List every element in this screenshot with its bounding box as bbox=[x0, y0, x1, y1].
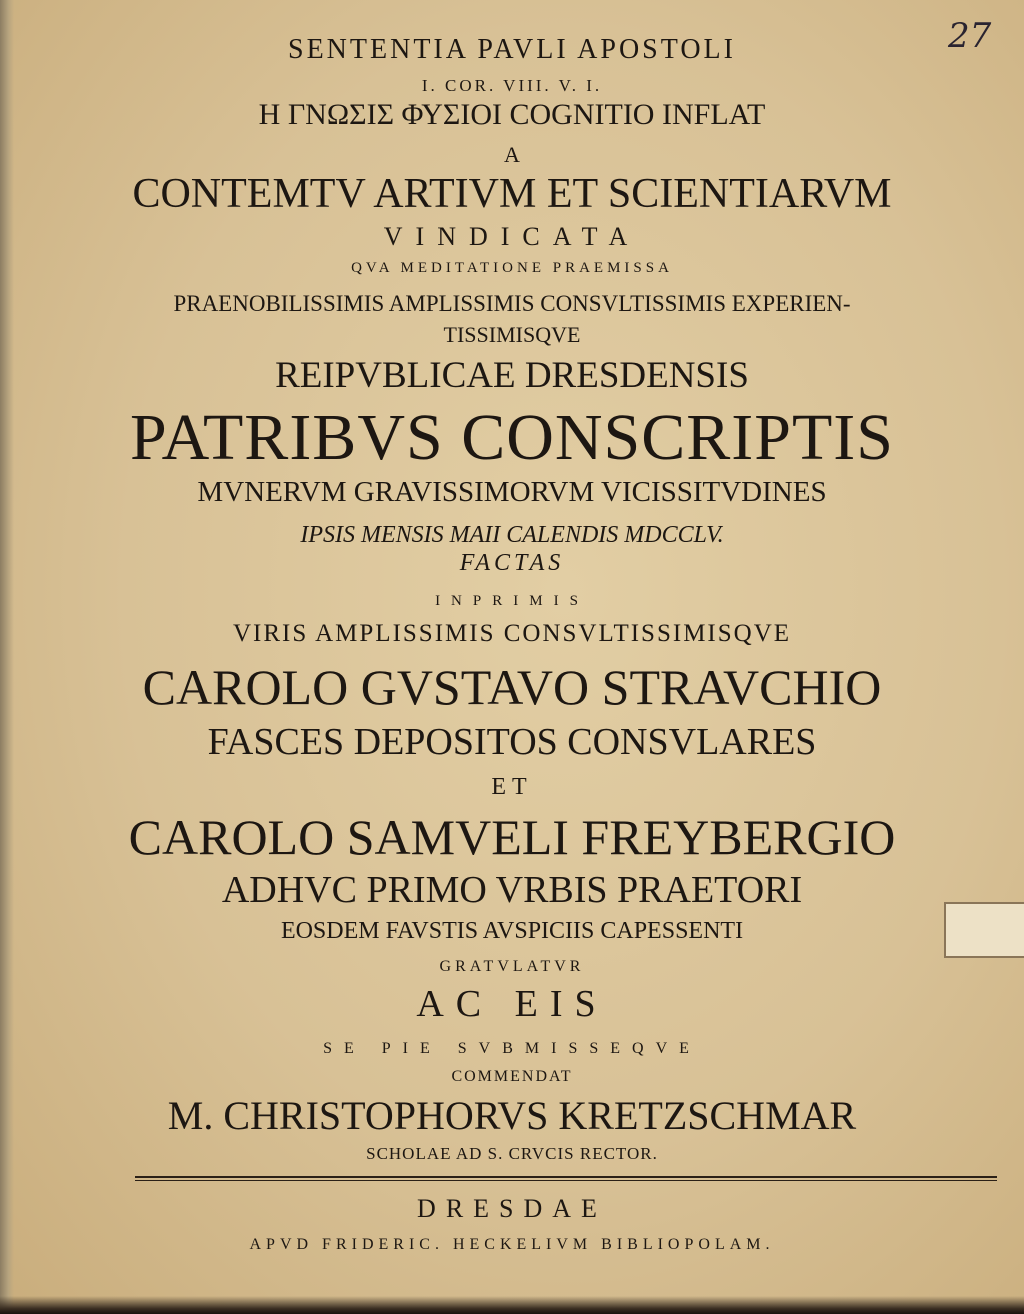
ac-eis-line: AC EIS bbox=[416, 983, 608, 1025]
dresdae-line: DRESDAE bbox=[417, 1194, 607, 1223]
viris-line: VIRIS AMPLISSIMIS CONSVLTISSIMISQVE bbox=[232, 620, 792, 647]
line-a: A bbox=[504, 142, 520, 167]
praenobilissimis-line: PRAENOBILISSIMIS AMPLISSIMIS CONSVLTISSIMIS EXPERIEN- bbox=[173, 291, 851, 316]
adhvc-line: ADHVC PRIMO VRBIS PRAETORI bbox=[221, 869, 803, 911]
fasces-line: FASCES DEPOSITOS CONSVLARES bbox=[207, 721, 817, 763]
carolo-gvstavo-line: CAROLO GVSTAVO STRAVCHIO bbox=[142, 659, 882, 715]
author-line: M. CHRISTOPHORVS KRETZSCHMAR bbox=[167, 1093, 857, 1138]
factas-line: FACTAS bbox=[459, 550, 565, 576]
patribvs-line: PATRIBVS CONSCRIPTIS bbox=[130, 401, 894, 474]
carolo-samveli-line: CAROLO SAMVELI FREYBERGIO bbox=[128, 809, 896, 865]
tissimisqve-line: TISSIMISQVE bbox=[443, 322, 581, 347]
vindicata-line: VINDICATA bbox=[383, 222, 641, 251]
rector-line: SCHOLAE AD S. CRVCIS RECTOR. bbox=[366, 1144, 658, 1163]
eosdem-line: EOSDEM FAVSTIS AVSPICIIS CAPESSENTI bbox=[280, 918, 744, 944]
commendat-line: COMMENDAT bbox=[451, 1068, 573, 1085]
reipvblicae-line: REIPVBLICAE DRESDENSIS bbox=[275, 355, 749, 396]
folio-number: 27 bbox=[948, 16, 992, 56]
meditatione-line: QVA MEDITATIONE PRAEMISSA bbox=[351, 260, 673, 276]
double-rule-divider bbox=[135, 1176, 997, 1181]
ipsis-mensis-line: IPSIS MENSIS MAII CALENDIS MDCCLV. bbox=[300, 522, 724, 548]
title-line-1: SENTENTIA PAVLI APOSTOLI bbox=[288, 34, 736, 65]
et-line: ET bbox=[491, 774, 533, 800]
page-bottom-shadow bbox=[0, 1296, 1024, 1314]
main-title-line: CONTEMTV ARTIVM ET SCIENTIARVM bbox=[132, 171, 892, 217]
se-pie-line: SE PIE SVBMISSEQVE bbox=[323, 1040, 701, 1057]
imprint-line: APVD FRIDERIC. HECKELIVM BIBLIOPOLAM. bbox=[249, 1236, 775, 1253]
reference-line: I. COR. VIII. V. I. bbox=[421, 76, 603, 95]
gratvlatvr-line: GRATVLATVR bbox=[439, 958, 585, 975]
mvnervm-line: MVNERVM GRAVISSIMORVM VICISSITVDINES bbox=[197, 476, 827, 508]
inprimis-line: INPRIMIS bbox=[435, 593, 589, 609]
greek-quote-line: Η ΓΝΩΣΙΣ ΦΥΣΙΟΙ COGNITIO INFLAT bbox=[258, 98, 766, 131]
